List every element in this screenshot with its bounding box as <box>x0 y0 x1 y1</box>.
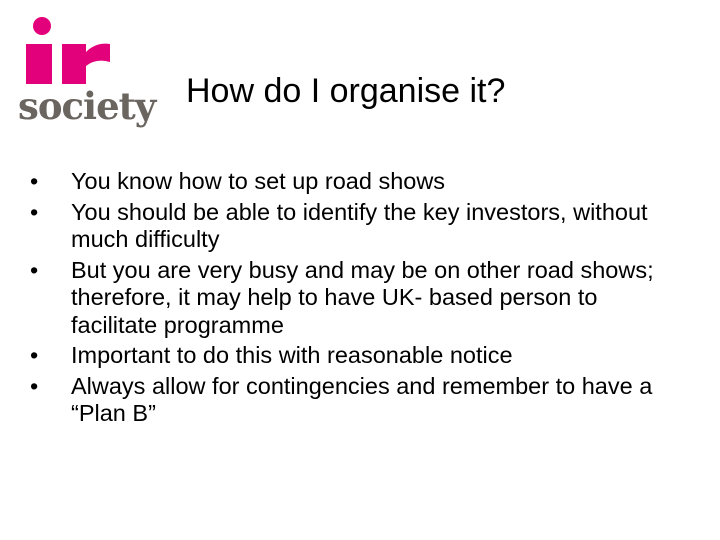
bullet-symbol: • <box>30 342 39 368</box>
bullet-symbol: • <box>30 256 39 283</box>
logo-wordmark: society <box>18 84 156 128</box>
bullet-text: You should be able to identify the key investors, without much difficulty <box>71 198 648 252</box>
bullet-text: But you are very busy and may be on other road shows; therefore, it may help to have UK- based person to facilitate programme <box>71 256 654 338</box>
bullet-item <box>30 257 690 340</box>
slide-title: How do I organise it? <box>186 72 506 110</box>
bullet-text: You know how to set up road shows <box>71 168 446 194</box>
ir-mark-icon <box>18 14 158 88</box>
ir-society-logo <box>18 14 158 128</box>
bullet-list <box>30 168 690 431</box>
bullet-symbol: • <box>30 198 39 225</box>
bullet-item <box>30 342 690 370</box>
bullet-text: Important to do this with reasonable notice <box>71 342 513 368</box>
bullet-item <box>30 373 690 428</box>
bullet-item <box>30 168 690 196</box>
bullet-item <box>30 199 690 254</box>
bullet-symbol: • <box>30 372 39 399</box>
bullet-text: Always allow for contingencies and remember to have a “Plan B” <box>71 372 653 426</box>
bullet-symbol: • <box>30 168 39 194</box>
